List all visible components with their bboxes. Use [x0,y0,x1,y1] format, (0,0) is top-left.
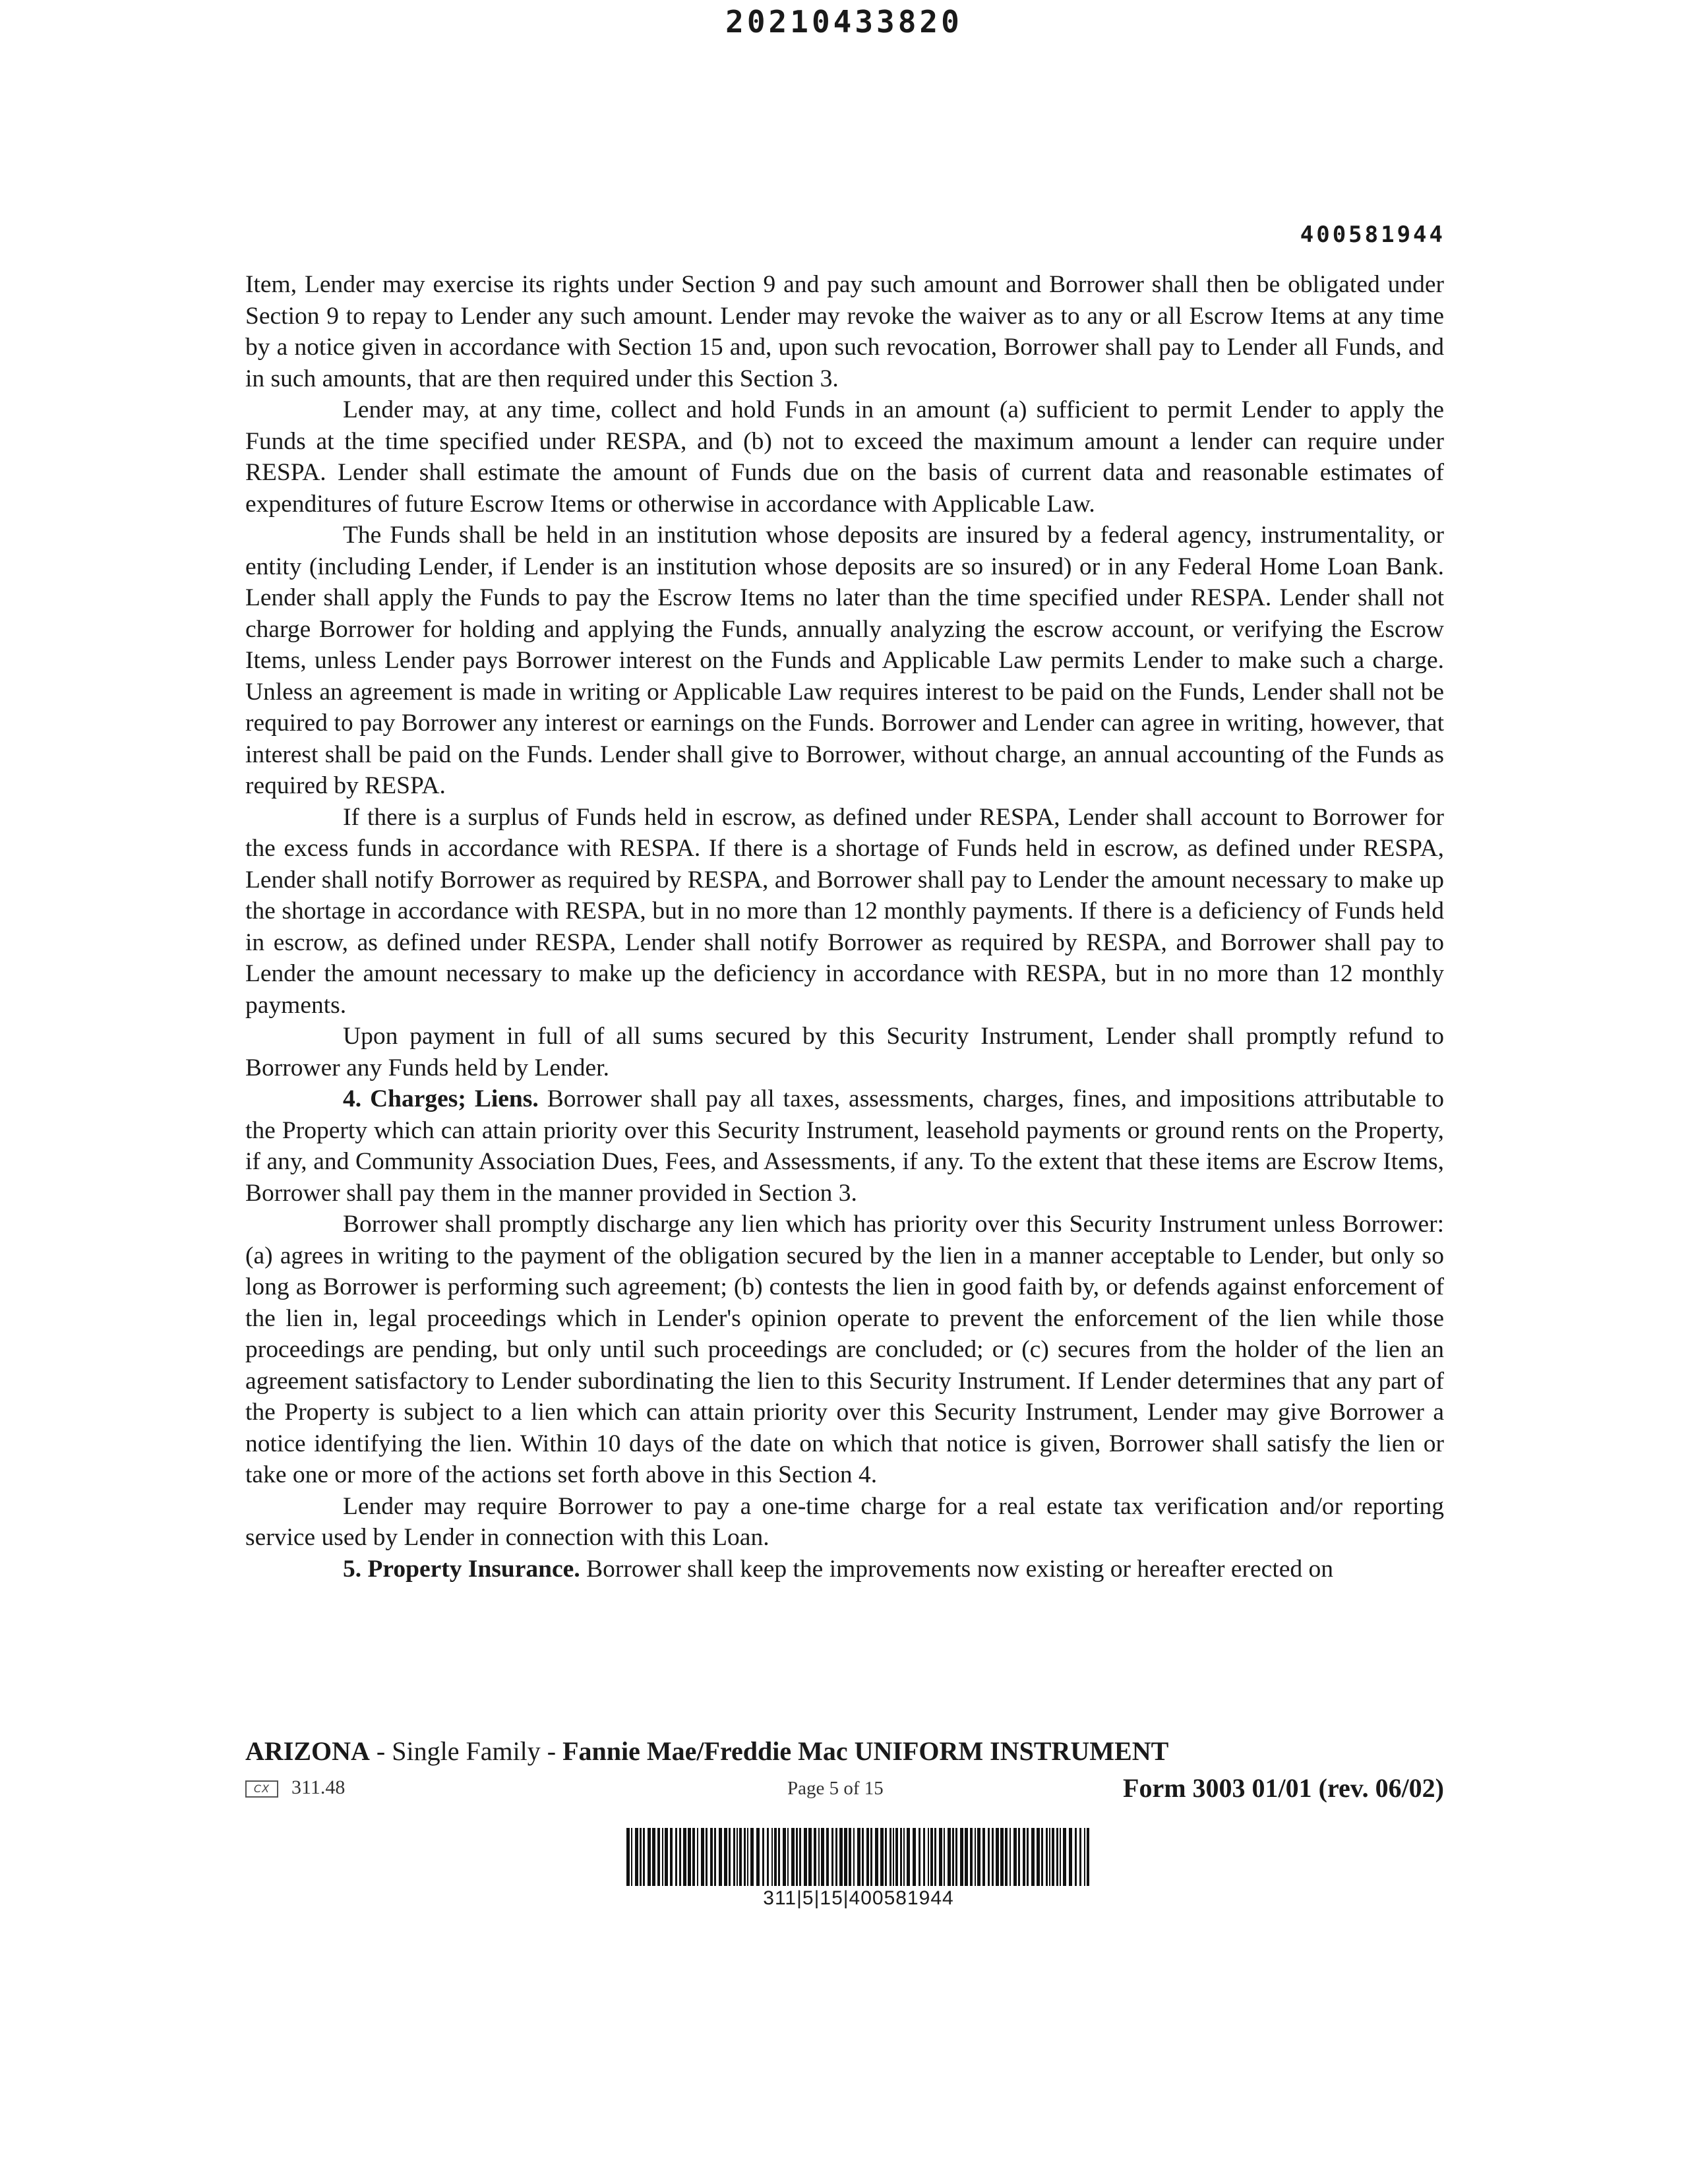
footer-form-code: 311.48 [291,1776,346,1798]
document-body [245,269,1444,1585]
section-heading-property-insurance: 5. Property Insurance. [343,1555,580,1583]
paragraph-collect-funds: Lender may, at any time, collect and hold Funds in an amount (a) sufficient to permit Lender to apply the Funds at the time specified under RESPA, and (b) not to exceed the maximum amount a lender can require under RESPA. Lender shall estimate the amount of Funds due on the basis of current data and reasonable estimates of expenditures of future Escrow Items or otherwise in accordance with Applicable Law. [245,396,1444,518]
loan-number: 400581944 [1300,222,1445,248]
paragraph-discharge-lien: Borrower shall promptly discharge any lien which has priority over this Security Instrument unless Borrower: (a) agrees in writing to the payment of the obligation secured by the lien in a manner acceptable to Lender, but only so long as Borrower is performing such agreement; (b) contests the lien in good faith by, or defends against enforcement of the lien in, legal proceedings which in Lender's opinion operate to prevent the enforcement of the lien while those proceedings are pending, but only until such proceedings are concluded; or (c) secures from the holder of the lien an agreement satisfactory to Lender subordinating the lien to this Security Instrument. If Lender determines that any part of the Property is subject to a lien which can attain priority over this Security Instrument, Lender may give Borrower a notice identifying the lien. Within 10 days of the date on which that notice is given, Borrower shall satisfy the lien or take one or more of the actions set forth above in this Section 4. [245,1211,1444,1488]
paragraph-charges-liens [245,1083,1444,1209]
footer-instrument: Fannie Mae/Freddie Mac UNIFORM INSTRUMENT [562,1736,1169,1766]
footer-separator: - Single Family - [369,1736,563,1766]
footer-form-title [245,1736,1168,1767]
paragraph-property-insurance [245,1554,1444,1585]
paragraph-escrow-waiver: Item, Lender may exercise its rights under Section 9 and pay such amount and Borrower shall then be obligated under Section 9 to repay to Lender any such amount. Lender may revoke the waiver as to any or all Escrow Items at any time by a notice given in accordance with Section 15 and, upon such revocation, Borrower shall pay to Lender all Funds, and in such amounts, that are then required under this Section 3. [245,271,1444,392]
paragraph-tax-verification: Lender may require Borrower to pay a one-time charge for a real estate tax verification and/or reporting service used by Lender in connection with this Loan. [245,1492,1444,1551]
barcode-caption: 311|5|15|400581944 [763,1887,954,1909]
page-number: Page 5 of 15 [787,1778,884,1799]
paragraph-refund: Upon payment in full of all sums secured by this Security Instrument, Lender shall promptly refund to Borrower any Funds held by Lender. [245,1023,1444,1081]
cx-logo-icon: CX [245,1780,278,1798]
paragraph-surplus-shortage: If there is a surplus of Funds held in escrow, as defined under RESPA, Lender shall account to Borrower for the excess funds in accordance with RESPA. If there is a shortage of Funds held in escrow, as defined under RESPA, Lender shall notify Borrower as required by RESPA, and Borrower shall pay to Lender the amount necessary to make up the shortage in accordance with RESPA, but in no more than 12 monthly payments. If there is a deficiency of Funds held in escrow, as defined under RESPA, Lender shall notify Borrower as required by RESPA, and Borrower shall pay to Lender the amount necessary to make up the deficiency in accordance with RESPA, but in no more than 12 monthly payments. [245,803,1444,1019]
recording-number: 20210433820 [725,4,963,40]
footer-form-number: Form 3003 01/01 (rev. 06/02) [1123,1773,1444,1803]
section-heading-charges-liens: 4. Charges; Liens. [343,1085,539,1112]
paragraph-charges-liens-text: Borrower shall pay all taxes, assessments, charges, fines, and impositions attributable to the Property which can attain priority over this Security Instrument, leasehold payments or ground rents on the Property, if any, and Community Association Dues, Fees, and Assessments, if any. To the extent that these items are Escrow Items, Borrower shall pay them in the manner provided in Section 3. [245,1085,1444,1207]
paragraph-property-insurance-text: Borrower shall keep the improvements now existing or hereafter erected on [580,1555,1334,1583]
barcode-icon [626,1828,1091,1886]
footer-state: ARIZONA [245,1736,370,1766]
footer-form-info [245,1775,1444,1808]
paragraph-funds-held: The Funds shall be held in an institution whose deposits are insured by a federal agency, instrumentality, or entity (including Lender, if Lender is an institution whose deposits are so insured) or in any Federal Home Loan Bank. Lender shall apply the Funds to pay the Escrow Items no later than the time specified under RESPA. Lender shall not charge Borrower for holding and applying the Funds, annually analyzing the escrow account, or verifying the Escrow Items, unless Lender pays Borrower interest on the Funds and Applicable Law permits Lender to make such a charge. Unless an agreement is made in writing or Applicable Law requires interest to be paid on the Funds, Lender shall not be required to pay Borrower any interest or earnings on the Funds. Borrower and Lender can agree in writing, however, that interest shall be paid on the Funds. Lender shall give to Borrower, without charge, an annual accounting of the Funds as required by RESPA. [245,522,1444,799]
